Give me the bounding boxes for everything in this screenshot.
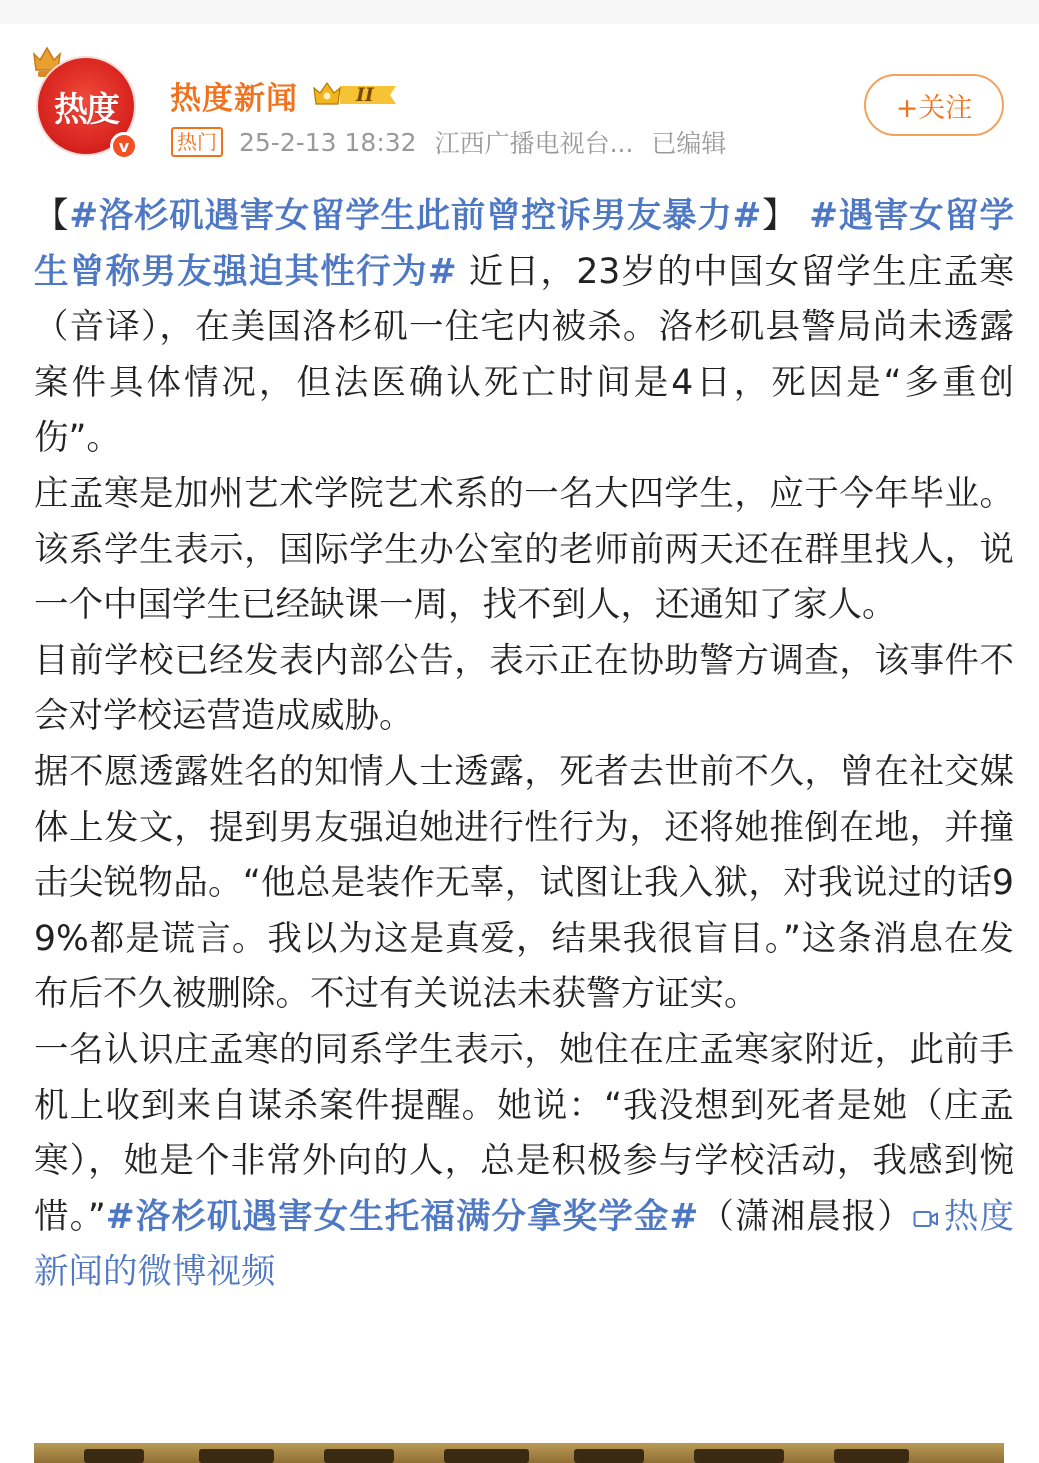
avatar[interactable]	[28, 44, 140, 162]
edited-label[interactable]: 已编辑	[651, 129, 727, 158]
hashtag-link[interactable]: #洛杉矶遇害女留学生此前曾控诉男友暴力#	[69, 196, 762, 236]
verified-icon: v	[110, 132, 138, 160]
paragraph-1	[34, 189, 1014, 467]
post-source[interactable]: 江西广播电视台...	[434, 129, 634, 158]
post-time: 25-2-13 18:32	[239, 127, 417, 157]
hashtag-link[interactable]: #洛杉矶遇害女生托福满分拿奖学金#	[105, 1196, 699, 1237]
hashtag-link[interactable]: #遇害女留学生曾称男友强迫其性行为#	[34, 196, 1015, 292]
follow-button[interactable]: +关注	[864, 74, 1004, 136]
bracket-open: 【	[34, 196, 70, 236]
source-note: （潇湘晨报）	[698, 1196, 913, 1237]
post-image-preview[interactable]	[34, 1443, 1004, 1463]
paragraph-3: 目前学校已经发表内部公告，表示正在协助警方调查，该事件不会对学校运营造成威胁。	[34, 640, 1014, 737]
paragraph-4: 据不愿透露姓名的知情人士透露，死者去世前不久，曾在社交媒体上发文，提到男友强迫她进行性行为，还将她推倒在地，并撞击尖锐物品。“他总是装作无辜，试图让我入狱，对我说过的话99%都是谎言。我以为这是真爱，结果我很盲目。”这条消息在发布后不久被删除。不过有关说法未获警方证实。	[34, 751, 1014, 1015]
hot-badge: 热门	[171, 127, 223, 157]
author-name[interactable]: 热度新闻	[170, 80, 298, 117]
vip-level: II	[356, 84, 374, 106]
avatar-text: 热度	[54, 89, 118, 130]
vip-crown-icon	[310, 78, 400, 112]
bracket-close: 】	[761, 196, 798, 236]
video-link-label: 热度新闻的微博视频	[34, 1196, 1014, 1293]
paragraph-text: 近日，23岁的中国女留学生庄孟寒（音译），在美国洛杉矶一住宅内被杀。洛杉矶县警局尚未透露案件具体情况，但法医确认死亡时间是4日，死因是“多重创伤”。	[34, 251, 1014, 459]
paragraph-5	[34, 1023, 1014, 1301]
post-content	[34, 189, 1014, 1301]
paragraph-text: 一名认识庄孟寒的同系学生表示，她住在庄孟寒家附近，此前手机上收到来自谋杀案件提醒。她说：“我没想到死者是她（庄孟寒），她是个非常外向的人，总是积极参与学校活动，我感到惋惜。”	[34, 1029, 1014, 1237]
video-icon	[913, 1208, 939, 1230]
vip-badge[interactable]	[310, 78, 374, 112]
paragraph-2: 庄孟寒是加州艺术学院艺术系的一名大四学生，应于今年毕业。该系学生表示，国际学生办公室的老师前两天还在群里找人，说一个中国学生已经缺课一周，找不到人，还通知了家人。	[34, 473, 1014, 626]
status-strip	[0, 0, 1039, 24]
